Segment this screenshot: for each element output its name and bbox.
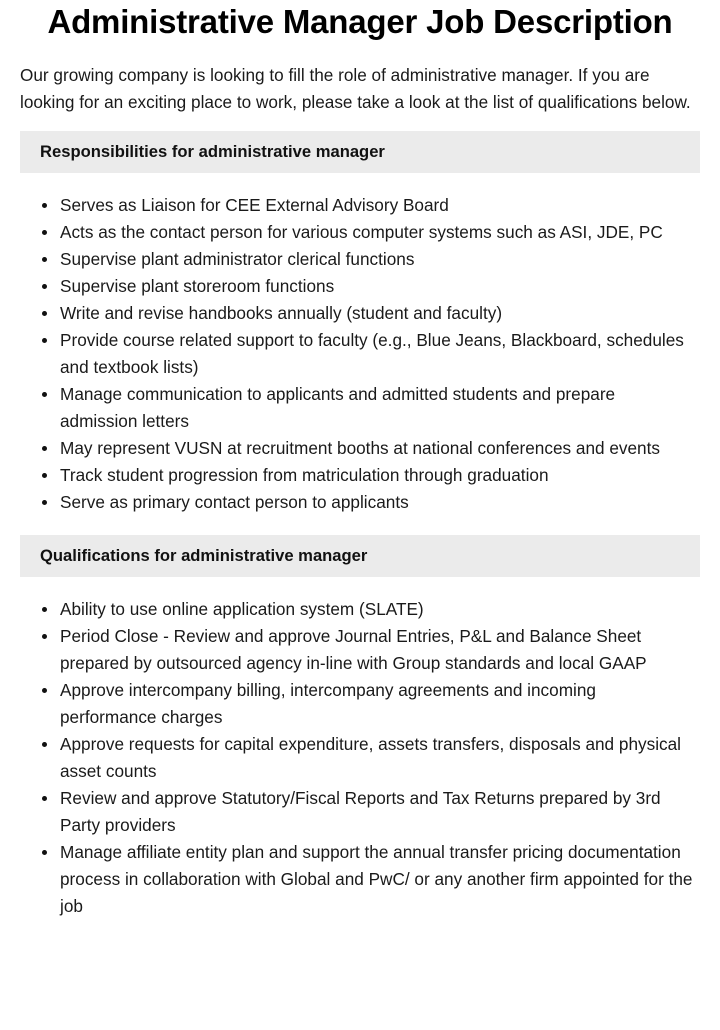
responsibilities-list [20,192,700,516]
list-item-text: Approve intercompany billing, intercompany agreements and incoming performance charges [60,680,596,727]
bullet-icon [42,284,47,289]
bullet-icon [42,338,47,343]
bullet-icon [42,473,47,478]
list-item-text: Serves as Liaison for CEE External Advisory Board [60,195,449,215]
list-item-text: Provide course related support to faculty (e.g., Blue Jeans, Blackboard, schedules and textbook lists) [60,330,684,377]
list-item [60,462,700,489]
list-item [60,731,700,785]
list-item-text: Review and approve Statutory/Fiscal Reports and Tax Returns prepared by 3rd Party providers [60,788,661,835]
list-item-text: Manage communication to applicants and admitted students and prepare admission letters [60,384,616,431]
bullet-icon [42,446,47,451]
qualifications-list [20,596,700,920]
list-item [60,300,700,327]
list-item-text: Period Close - Review and approve Journal Entries, P&L and Balance Sheet prepared by outsourced agency in-line with Group standards and local GAAP [60,626,647,673]
list-item [60,381,700,435]
list-item-text: Approve requests for capital expenditure, assets transfers, disposals and physical asset counts [60,734,681,781]
bullet-icon [42,311,47,316]
list-item [60,327,700,381]
bullet-icon [42,688,47,693]
list-item [60,219,700,246]
list-item-text: May represent VUSN at recruitment booths at national conferences and events [60,438,660,458]
list-item [60,677,700,731]
list-item [60,273,700,300]
list-item-text: Supervise plant administrator clerical functions [60,249,415,269]
list-item-text: Write and revise handbooks annually (student and faculty) [60,303,503,323]
list-item [60,192,700,219]
list-item [60,489,700,516]
list-item-text: Acts as the contact person for various computer systems such as ASI, JDE, PC [60,222,663,242]
bullet-icon [42,500,47,505]
list-item [60,596,700,623]
bullet-icon [42,203,47,208]
page-title: Administrative Manager Job Description [47,3,673,40]
qualifications-heading: Qualifications for administrative manager [20,535,700,577]
list-item [60,785,700,839]
intro-paragraph: Our growing company is looking to fill the role of administrative manager. If you are looking for an exciting place to work, please take a look at the list of qualifications below. [20,65,691,112]
bullet-icon [42,257,47,262]
bullet-icon [42,850,47,855]
bullet-icon [42,392,47,397]
bullet-icon [42,634,47,639]
bullet-icon [42,607,47,612]
list-item [60,623,700,677]
bullet-icon [42,796,47,801]
list-item-text: Supervise plant storeroom functions [60,276,335,296]
list-item [60,435,700,462]
list-item-text: Ability to use online application system (SLATE) [60,599,424,619]
list-item [60,839,700,920]
list-item-text: Manage affiliate entity plan and support the annual transfer pricing documentation process in collaboration with Global and PwC/ or any another firm appointed for the job [60,842,693,916]
bullet-icon [42,230,47,235]
list-item-text: Serve as primary contact person to applicants [60,492,409,512]
list-item [60,246,700,273]
list-item-text: Track student progression from matriculation through graduation [60,465,549,485]
responsibilities-heading: Responsibilities for administrative manager [20,131,700,173]
bullet-icon [42,742,47,747]
